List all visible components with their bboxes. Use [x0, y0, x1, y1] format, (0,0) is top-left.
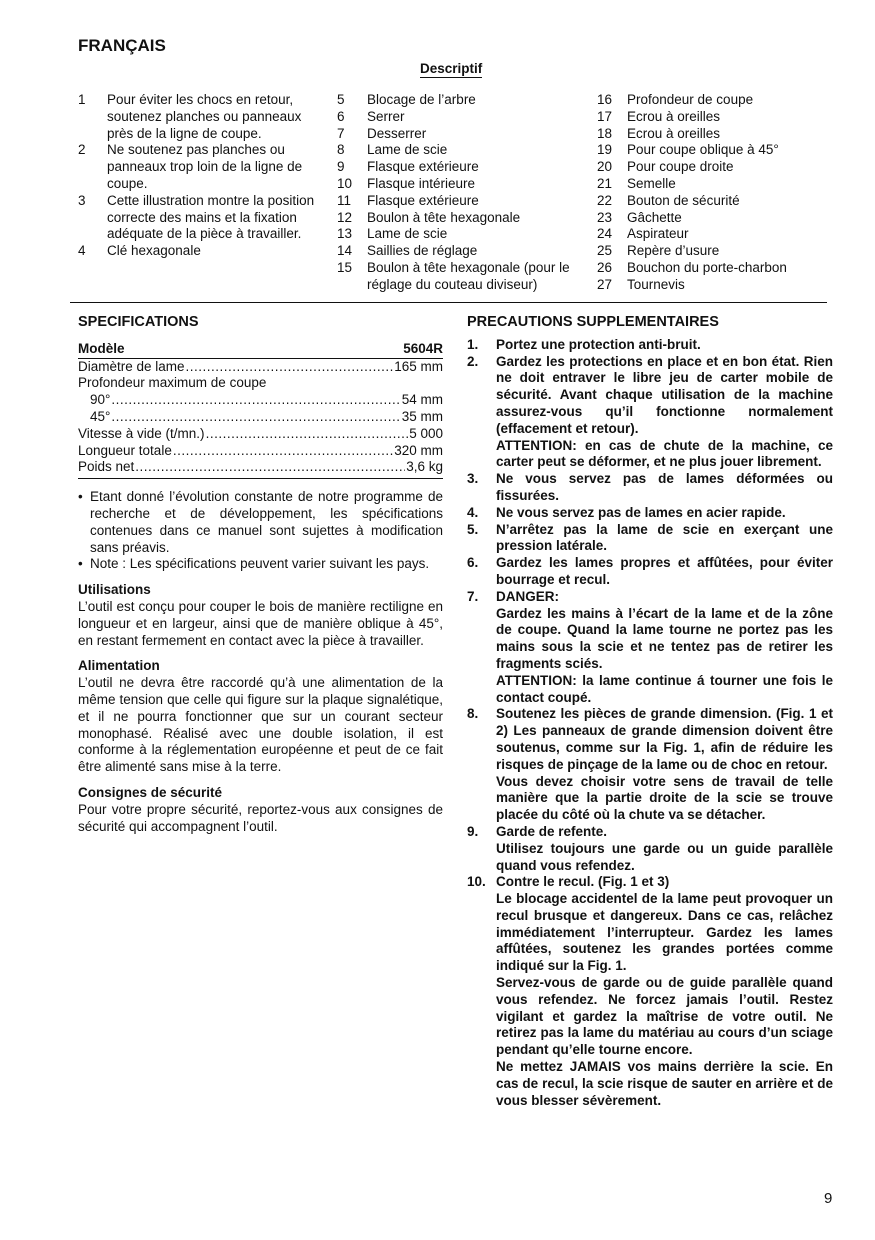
part-number: 20	[597, 159, 613, 175]
parts-column-3	[597, 92, 827, 294]
precaution-text: ATTENTION: la lame continue á tourner une fois le contact coupé.	[496, 672, 833, 705]
part-text: Lame de scie	[367, 226, 448, 242]
part-text: Cette illustration montre la position correcte des mains et la fixation adéquate de la pièce à travailler.	[107, 192, 315, 242]
part-number: 9	[337, 159, 345, 175]
part-number: 8	[337, 142, 345, 158]
precaution-body	[496, 824, 833, 874]
bullet-icon: •	[78, 556, 83, 572]
precaution-item	[467, 354, 833, 472]
part-text: Tournevis	[627, 276, 685, 292]
spec-value: 35 mm	[401, 408, 443, 424]
part-text: Flasque intérieure	[367, 175, 476, 191]
parts-column-1	[78, 92, 318, 260]
part-item	[337, 193, 582, 210]
dot-leader	[135, 459, 405, 476]
spec-model-label: Modèle	[78, 340, 125, 356]
parts-column-2	[337, 92, 582, 294]
part-number: 2	[78, 142, 86, 158]
part-item	[597, 109, 827, 126]
precaution-text: Contre le recul. (Fig. 1 et 3)	[496, 874, 670, 890]
part-text: Ecrou à oreilles	[627, 125, 721, 141]
precaution-item	[467, 505, 833, 522]
part-item	[597, 176, 827, 193]
precaution-body	[496, 505, 833, 522]
page-number: 9	[824, 1190, 833, 1207]
part-number: 12	[337, 209, 353, 225]
precaution-body	[496, 555, 833, 589]
part-number: 1	[78, 92, 86, 107]
part-number: 19	[597, 142, 613, 158]
precaution-text: Portez une protection anti-bruit.	[496, 336, 701, 352]
precaution-text: N’arrêtez pas la lame de scie en exerçant une pression latérale.	[496, 521, 833, 554]
precaution-body	[496, 471, 833, 505]
precaution-number: 10.	[467, 874, 486, 890]
part-text: Repère d’usure	[627, 243, 720, 259]
part-item	[597, 193, 827, 210]
spec-label: Poids net	[78, 459, 135, 475]
part-text: Aspirateur	[627, 226, 689, 242]
precaution-number: 4.	[467, 504, 479, 520]
part-item	[337, 243, 582, 260]
spec-value: 5 000	[409, 425, 443, 441]
part-text: Ecrou à oreilles	[627, 108, 721, 124]
bullet-icon: •	[78, 489, 83, 505]
precautions-title: PRECAUTIONS SUPPLEMENTAIRES	[467, 314, 719, 330]
part-item	[78, 193, 318, 243]
alimentation-text: L’outil ne devra être raccordé qu’à une alimentation de la même tension que celle qui figure sur la plaque signalétique, et il ne pourra fonctionner que sur un courant secteur monophasé. Réalisé avec une double isolation, il est conforme à la réglementation européenne et peut de ce fait être alimenté sans mise à la terre.	[78, 675, 443, 775]
part-text: Flasque extérieure	[367, 192, 479, 208]
precaution-item	[467, 874, 833, 1109]
part-text: Profondeur de coupe	[627, 92, 754, 107]
dot-leader	[111, 409, 400, 426]
part-text: Bouton de sécurité	[627, 192, 740, 208]
precaution-item	[467, 824, 833, 874]
part-text: Saillies de réglage	[367, 243, 478, 259]
part-number: 17	[597, 108, 613, 124]
part-number: 22	[597, 192, 613, 208]
part-item	[337, 226, 582, 243]
precaution-text: Soutenez les pièces de grande dimension. (Fig. 1 et 2) Les panneaux de grande dimension doivent être soutenus, comme sur la Fig. 1, afin de réduire les risques de pinçage de la lame ou de choc en retour.	[496, 706, 833, 772]
part-text: Blocage de l’arbre	[367, 92, 476, 107]
part-text: Pour coupe droite	[627, 159, 734, 175]
part-item	[337, 109, 582, 126]
note-item	[78, 489, 443, 556]
precaution-text: Gardez les protections en place et en bon état. Rien ne doit entraver le libre jeu de carter mobile de sécurité. Avant chaque utilisation de la machine assurez-vous qu’il fonctionne normalement (effacement et retour).	[496, 353, 833, 436]
spec-label: 45°	[90, 408, 111, 424]
precaution-body	[496, 706, 833, 824]
spec-notes	[78, 489, 443, 573]
spec-model-value: 5604R	[403, 340, 443, 356]
dot-leader	[111, 392, 400, 409]
precaution-body	[496, 354, 833, 472]
precaution-text: Ne vous servez pas de lames en acier rapide.	[496, 504, 786, 520]
part-number: 11	[337, 192, 352, 208]
right-column	[467, 314, 833, 1109]
spec-label: Vitesse à vide (t/mn.)	[78, 425, 205, 441]
part-item	[337, 159, 582, 176]
consignes-text: Pour votre propre sécurité, reportez-vous aux consignes de sécurité qui accompagnent l’outil.	[78, 801, 443, 834]
precaution-text: Vous devez choisir votre sens de travail de telle manière que la partie droite de la scie se trouve placée du côté où la chute va se détacher.	[496, 773, 833, 823]
consignes-title: Consignes de sécurité	[78, 784, 223, 800]
part-number: 21	[597, 175, 613, 191]
precaution-body	[496, 522, 833, 556]
part-item	[337, 210, 582, 227]
part-item	[597, 243, 827, 260]
part-number: 23	[597, 209, 613, 225]
part-text: Flasque extérieure	[367, 159, 479, 175]
spec-value: 3,6 kg	[406, 459, 443, 475]
precaution-number: 8.	[467, 706, 479, 722]
part-text: Clé hexagonale	[107, 243, 201, 259]
spec-label: Longueur totale	[78, 442, 172, 458]
precautions-list	[467, 337, 833, 1110]
part-number: 18	[597, 125, 613, 141]
part-item	[597, 92, 827, 109]
precaution-text: Servez-vous de garde ou de guide parallèle quand vous refendez. Ne forcez jamais l’outil. Restez vigilant et gardez la maîtrise de votre outil. Ne retirez pas la lame du matériau au cours d’un sciage pendant qu’elle tourne encore.	[496, 975, 833, 1058]
note-item	[78, 556, 443, 573]
precaution-number: 5.	[467, 521, 479, 537]
dot-leader	[186, 359, 394, 376]
precaution-item	[467, 522, 833, 556]
part-item	[597, 159, 827, 176]
precaution-text: Gardez les mains à l’écart de la lame et de la zône de coupe. Quand la lame tourne ne portez pas les mains sous la scie et ne tentez pas de retirer les fragments sciés.	[496, 605, 833, 671]
precaution-body	[496, 874, 833, 1109]
part-text: Desserrer	[367, 125, 427, 141]
part-item	[337, 126, 582, 143]
part-text: Bouchon du porte-charbon	[627, 259, 787, 275]
precaution-text: Garde de refente.	[496, 823, 608, 839]
precaution-number: 6.	[467, 555, 479, 571]
precaution-item	[467, 337, 833, 354]
utilisations-title: Utilisations	[78, 582, 151, 598]
part-number: 15	[337, 259, 353, 275]
part-item	[597, 260, 827, 277]
note-text: Etant donné l’évolution constante de notre programme de recherche et de développement, les spécifications contenues dans ce manuel sont sujettes à modification sans préavis.	[90, 489, 443, 555]
part-number: 5	[337, 92, 345, 107]
spec-table	[78, 359, 443, 480]
dot-leader	[173, 443, 393, 460]
utilisations-text: L’outil est conçu pour couper le bois de manière rectiligne en longueur et en largeur, ainsi que de manière oblique à 45°, en restant fermement en contact avec la pièce à travailler.	[78, 598, 443, 648]
part-item	[597, 142, 827, 159]
part-number: 14	[337, 243, 353, 259]
spec-label: Profondeur maximum de coupe	[78, 375, 267, 391]
part-item	[597, 226, 827, 243]
precaution-number: 2.	[467, 353, 479, 369]
descriptif-title: Descriptif	[420, 61, 483, 76]
precaution-item	[467, 706, 833, 824]
part-item	[337, 176, 582, 193]
part-number: 6	[337, 108, 345, 124]
left-column	[78, 314, 443, 835]
part-number: 27	[597, 276, 613, 292]
spec-row	[78, 392, 443, 409]
precaution-number: 3.	[467, 471, 479, 487]
spec-row	[78, 375, 443, 392]
precaution-item	[467, 589, 833, 707]
part-item	[78, 142, 318, 192]
spec-value: 54 mm	[401, 392, 443, 408]
precaution-number: 1.	[467, 336, 479, 352]
spec-value: 165 mm	[394, 358, 443, 374]
precaution-body	[496, 589, 833, 707]
part-text: Serrer	[367, 108, 405, 124]
part-text: Lame de scie	[367, 142, 448, 158]
precaution-text: Gardez les lames propres et affûtées, pour éviter bourrage et recul.	[496, 555, 833, 587]
part-item	[337, 92, 582, 109]
part-text: Semelle	[627, 175, 676, 191]
part-number: 16	[597, 92, 613, 107]
part-item	[597, 277, 827, 294]
spec-row	[78, 426, 443, 443]
part-number: 4	[78, 243, 86, 259]
part-text: Boulon à tête hexagonale	[367, 209, 521, 225]
precaution-number: 7.	[467, 588, 479, 604]
spec-label: 90°	[90, 392, 111, 408]
precaution-text: ATTENTION: en cas de chute de la machine, ce carter peut se déformer, et ne plus jouer librement.	[496, 437, 833, 470]
part-number: 26	[597, 259, 613, 275]
part-item	[337, 142, 582, 159]
spec-row	[78, 443, 443, 460]
part-item	[597, 126, 827, 143]
part-number: 24	[597, 226, 613, 242]
precaution-text: Utilisez toujours une garde ou un guide parallèle quand vous refendez.	[496, 840, 833, 873]
spec-row	[78, 409, 443, 426]
part-text: Gâchette	[627, 209, 682, 225]
dot-leader	[206, 426, 409, 443]
precaution-number: 9.	[467, 823, 479, 839]
precaution-text: Ne vous servez pas de lames déformées ou fissurées.	[496, 471, 833, 503]
spec-value: 320 mm	[394, 442, 443, 458]
specifications-title: SPECIFICATIONS	[78, 314, 199, 330]
part-item	[78, 92, 318, 142]
part-text: Ne soutenez pas planches ou panneaux trop loin de la ligne de coupe.	[107, 142, 303, 191]
part-number: 3	[78, 192, 86, 208]
part-number: 7	[337, 125, 345, 141]
alimentation-title: Alimentation	[78, 658, 160, 674]
section-divider	[70, 302, 827, 303]
note-text: Note : Les spécifications peuvent varier suivant les pays.	[90, 556, 430, 572]
precaution-text: Le blocage accidentel de la lame peut provoquer un recul brusque et dangereux. Dans ce cas, relâchez immédiatement l’interrupteur. Gardez les lames affûtées, soutenez les grandes portées comme indiqué sur la Fig. 1.	[496, 891, 833, 974]
spec-row	[78, 359, 443, 376]
part-text: Pour coupe oblique à 45°	[627, 142, 779, 158]
spec-label: Diamètre de lame	[78, 358, 185, 374]
precaution-body	[496, 337, 833, 354]
language-heading: FRANÇAIS	[78, 36, 166, 55]
precaution-item	[467, 555, 833, 589]
part-text: Pour éviter les chocs en retour, soutenez planches ou panneaux près de la ligne de coupe.	[107, 92, 302, 141]
part-item	[597, 210, 827, 227]
part-number: 13	[337, 226, 353, 242]
precaution-text: Ne mettez JAMAIS vos mains derrière la scie. En cas de recul, la scie risque de sauter en arrière et de vous blesser sévèrement.	[496, 1059, 833, 1108]
spec-row	[78, 459, 443, 479]
precaution-text: DANGER:	[496, 588, 559, 604]
part-number: 10	[337, 175, 353, 191]
part-text: Boulon à tête hexagonale (pour le réglage du couteau diviseur)	[367, 259, 570, 292]
part-item	[78, 243, 318, 260]
part-number: 25	[597, 243, 613, 259]
precaution-item	[467, 471, 833, 505]
part-item	[337, 260, 582, 294]
spec-model-row	[78, 341, 443, 359]
